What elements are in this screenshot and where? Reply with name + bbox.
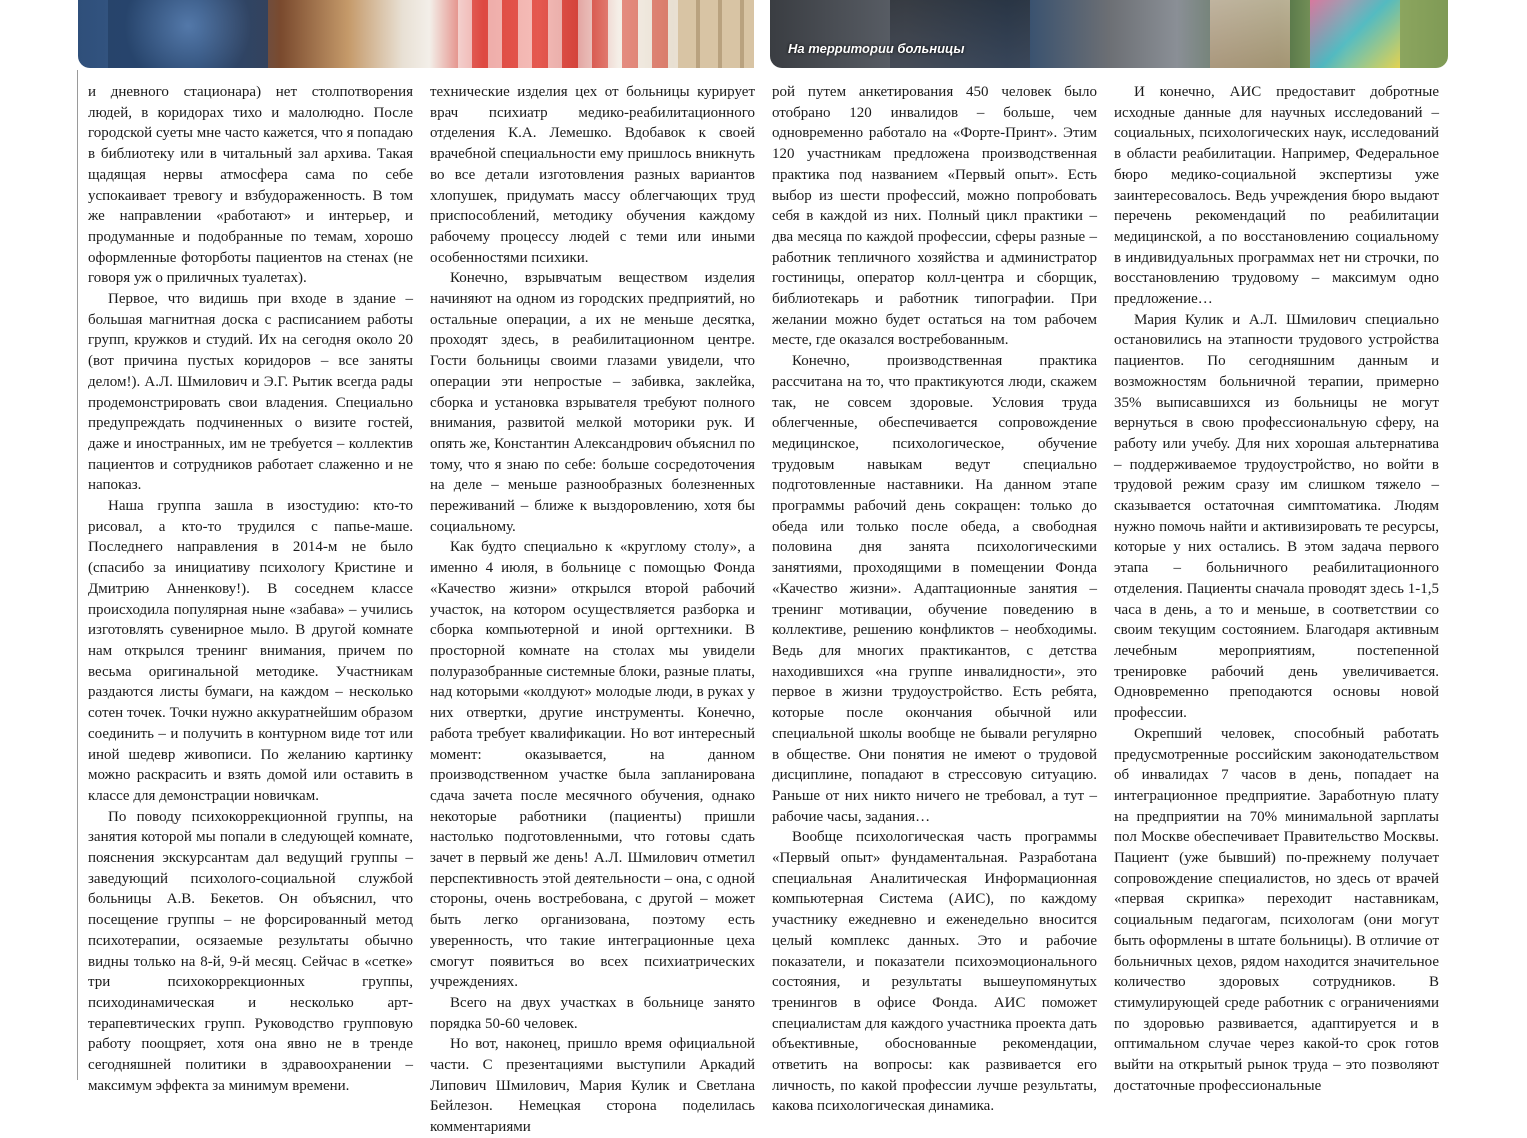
photo-caption: На территории больницы xyxy=(788,41,965,56)
paragraph: Мария Кулик и А.Л. Шмилович специально остановились на этапности трудового устройства пациентов. По сегодняшним данным и возможностям больничной терапии, примерно 35% выписавшихся из больницы не могут вернуться в свою профессиональную сферу, на работу или учебу. Для них хорошая альтернатива – поддерживаемое трудоустройство, но войти в трудовой режим сразу им слишком тяжело – сказывается остаточная симптоматика. Людям нужно помочь найти и активизировать те ресурсы, которые у них остались. В этом задача первого этапа – больничного реабилитационного отделения. Пациенты сначала проводят здесь 1-1,5 часа в день, а то и меньше, в соответствии со своим текущим состоянием. Благодаря активным лечебным мероприятиям, постепенной тренировке рабочий день увеличивается. Одновременно преподаются основы новой профессии. xyxy=(1114,311,1439,722)
text-column-2 xyxy=(430,82,755,1138)
paragraph: Наша группа зашла в изостудию: кто-то рисовал, а кто-то трудился с папье-маше. Последнего направления в 2014-м не было (спасибо за инициативу психологу Кристине и Дмитрию Анненкову!). В соседнем классе происходила популярная ныне «забава» – учились изготовлять сувенирное мыло. В другой комнате нам открылся тренинг внимания, причем по весьма оригинальной методике. Участникам раздаются листы бумаги, на каждом – несколько сотен точек. Точки нужно аккуратнейшим образом соединить – и получить в контурном виде тот или иной шедевр живописи. По желанию картинку можно раскрасить и взять домой или оставить в классе для демонстрации новичкам. xyxy=(88,498,413,804)
text-column-3 xyxy=(772,82,1097,1117)
paragraph: Но вот, наконец, пришло время официальной части. С презентациями выступили Аркадий Липович Шмилович, Мария Кулик и Светлана Бейлезон. Немецкая сторона поделилась комментариями xyxy=(430,1036,755,1136)
paragraph: Вообще психологическая часть программы «Первый опыт» фундаментальная. Разработана специальная Аналитическая Информационная компьютерная Система (АИС), по каждому участнику ежедневно и еженедельно вносится целый комплекс данных. Это и рабочие показатели, и показатели психоэмоционального состояния, и результаты вышеупомянутых тренингов в офисе Фонда. АИС поможет специалистам для каждого участника проекта дать объективные, обоснованные рекомендации, ответить на вопросы: как развивается его личность, по какой профессии лучше результаты, какова психологическая динамика. xyxy=(772,829,1097,1115)
text-column-1 xyxy=(88,82,413,1096)
photo-red-items-shape xyxy=(458,0,678,68)
photo-workshop xyxy=(78,0,754,68)
paragraph: Всего на двух участках в больнице занято порядка 50-60 человек. xyxy=(430,994,755,1032)
paragraph: рой путем анкетирования 450 человек было отобрано 120 инвалидов – больше, чем одновременно работало на «Форте-Принт». Этим 120 участникам предложена производственная практика под названием «Первый опыт». Есть выбор из шести профессий, можно попробовать себя в каждой из них. Полный цикл практики – два месяца по каждой профессии, сферы разные – работник тепличного хозяйства и администратор гостиницы, оператор колл-центра и сборщик, библиотекарь и работник типографии. При желании можно будет остаться на том рабочем месте, где оказался востребованным. xyxy=(772,84,1097,349)
paragraph: И конечно, АИС предоставит добротные исходные данные для научных исследований – социальных, психологических наук, исследований в области реабилитации. Например, Федеральное бюро медико-социальной экспертизы уже заинтересовалось. Ведь учреждения бюро выдают перечень рекомендаций по реабилитации медицинской, а по восстановлению социальному в индивидуальных программах нет ни строчки, по восстановлению трудовому – максимум одно предложение… xyxy=(1114,84,1439,308)
paragraph: Конечно, производственная практика рассчитана на то, что практикуются люди, скажем так, не совсем здоровые. Условия труда облегченные, обеспечивается сопровождение медицинское, психологическое, обучение трудовым навыкам ведут специально подготовленные наставники. На данном этапе программы рабочий день сокращен: только до обеда или только после обеда, а свободная половина дня занята психологическими занятиями, проходящими в помещении Фонда «Качество жизни». Адаптационные занятия – тренинг мотивации, обучение поведению в коллективе, решению конфликтов – необходимы. Ведь для многих практикантов, с детства находившихся «на группе инвалидности», это первое в жизни трудоустройство. Есть ребята, которые после окончания обычной или специальной школы вообще не бывали регулярно в обществе. Они понятия не имеют о трудовой дисциплине, попадают в стрессовую ситуацию. Раньше от них никто ничего не требовал, а тут – рабочие часы, задания… xyxy=(772,353,1097,825)
photo-group-shape xyxy=(890,0,1030,68)
paragraph: По поводу психокоррекционной группы, на занятия которой мы попали в следующей комнате, пояснения экскурсантам дал ведущий группы – заведующий психолого-социальной службой больницы А.В. Бекетов. Он объяснил, что посещение группы – не форсированный метод психотерапии, осязаемые результаты обычно видны только на 8-й, 9-й месяц. Сейчас в «сетке» три психокоррекционных группы, психодинамическая и несколько арт-терапевтических групп. Руководство групповую работу поощряет, хотя она явно не в тренде сегодняшней политики в здравоохранении – максимум эффекта за минимум времени. xyxy=(88,808,413,1094)
column-rule xyxy=(77,70,78,1080)
text-column-4 xyxy=(1114,82,1439,1096)
paragraph: и дневного стационара) нет столпотворения людей, в коридорах тихо и малолюдно. После городской суеты мне часто кажется, что я попадаю в библиотеку или в читальный зал архива. Такая щадящая нервы атмосфера сама по себе успокаивает тревогу и взбудораженность. В том же направлении «работают» и интерьер, и продуманные и подобранные по темам, хорошо оформленные фоторботы пациентов на стенах (не говоря уж о приличных туалетах). xyxy=(88,84,413,287)
photo-colorful-dress-shape xyxy=(1310,0,1400,68)
paragraph: технические изделия цех от больницы курирует врач психиатр медико-реабилитационного отделения К.А. Лемешко. Вдобавок к своей врачебной специальности ему пришлось вникнуть во все детали изготовления разных вариантов хлопушек, придумать массу облегчающих труд приспособлений, методику обучения каждому рабочему процессу людей с теми или иными особенностями психики. xyxy=(430,84,755,266)
photo-tubes-shape xyxy=(678,0,754,68)
paragraph: Как будто специально к «круглому столу», а именно 4 июля, в больнице с помощью Фонда «Качество жизни» открылся второй рабочий участок, на котором осуществляется разборка и сборка компьютерной и иной оргтехники. В просторной комнате на столах мы увидели полуразобранные системные блоки, разные платы, над которыми «колдуют» молодые люди, в руках у них отвертки, другие инструменты. Конечно, работа требует квалификации. Но вот интересный момент: оказывается, на данном производственном участке была запланирована сдача зачета после месячного обучения, однако некоторые работники (пациенты) пришли настолько подготовленными, что готовы сдать зачет в первый же день! А.Л. Шмилович отметил перспективность этой деятельности – она, с одной стороны, очень востребована, с другой – может быть легко организована, поэтому есть уверенность, что такие интеграционные цеха смогут появиться во всех психиатрических учреждениях. xyxy=(430,539,755,991)
paragraph: Окрепший человек, способный работать предусмотренные российским законодательством об инвалидах 7 часов в день, попадает на интеграционное предприятие. Заработную плату на предприятии на 70% минимальной зарплаты пол Москве обеспечивает Правительство Москвы. Пациент (уже бывший) по-прежнему получает сопровождение специалистов, но здесь от врачей «первая скрипка» переходит наставникам, социальным педагогам, психологам (они могут быть оформлены в штате больницы). В отличие от больничных цехов, рядом находится значительное количество здоровых сотрудников. В стимулирующей среде работник с ограничениями по здоровью развивается, адаптируется и в оптимальном случае через какой-то срок готов выйти на открытый рынок труда – это позволяют достаточные профессиональные xyxy=(1114,725,1439,1094)
photo-person-shape xyxy=(108,0,268,68)
paragraph: Первое, что видишь при входе в здание – большая магнитная доска с расписанием работы групп, кружков и студий. Их на сегодня около 20 (вот причина пустых коридоров – все заняты делом!). А.Л. Шмилович и Э.Г. Рытик всегда рады продемонстрировать свои владения. Специально предупреждать подчиненных о визите гостей, даже и иностранных, им не требуется – коллектив пациентов и сотрудников работает слаженно и не напоказ. xyxy=(88,291,413,494)
paragraph: Конечно, взрывчатым веществом изделия начиняют на одном из городских предприятий, но остальные операции, а их не меньше десятка, проходят здесь, в реабилитационном центре. Гости больницы своими глазами увидели, что операции эти непростые – забивка, заклейка, сборка и установка взрывателя требуют полного внимания, развитой мелкой моторики рук. И опять же, Константин Александрович объяснил по тому, что я знаю по себе: больше сосредоточения на деле – меньше разнообразных болезненных переживаний – ближе к выздоровлению, хотя бы социальному. xyxy=(430,270,755,535)
photo-hospital-grounds xyxy=(770,0,1448,68)
photo-person-shape xyxy=(1210,0,1290,68)
